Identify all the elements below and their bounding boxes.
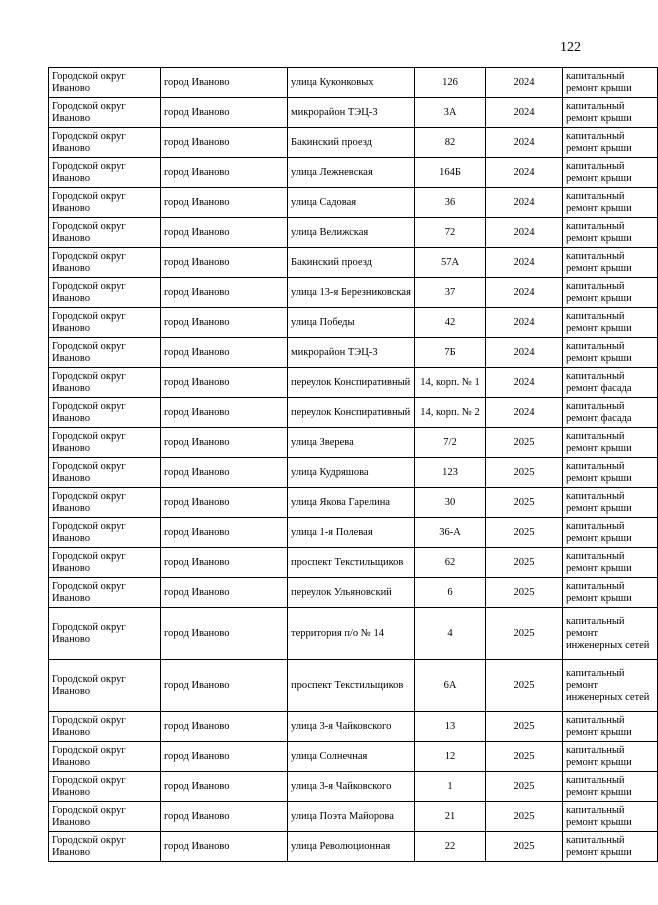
cell-street: улица Зверева bbox=[288, 428, 415, 458]
registry-table-body bbox=[49, 68, 658, 862]
cell-street: улица Куконковых bbox=[288, 68, 415, 98]
cell-street: микрорайон ТЭЦ-3 bbox=[288, 338, 415, 368]
cell-house: 123 bbox=[415, 458, 486, 488]
cell-house: 6А bbox=[415, 660, 486, 712]
cell-city: город Иваново bbox=[161, 98, 288, 128]
cell-street: Бакинский проезд bbox=[288, 128, 415, 158]
cell-okrug: Городской округ Иваново bbox=[49, 802, 161, 832]
cell-house: 4 bbox=[415, 608, 486, 660]
cell-work: капитальный ремонт крыши bbox=[563, 68, 658, 98]
table-row bbox=[49, 68, 658, 98]
cell-year: 2024 bbox=[486, 68, 563, 98]
cell-city: город Иваново bbox=[161, 128, 288, 158]
cell-street: улица Велижская bbox=[288, 218, 415, 248]
cell-year: 2024 bbox=[486, 188, 563, 218]
table-row bbox=[49, 458, 658, 488]
cell-city: город Иваново bbox=[161, 368, 288, 398]
cell-city: город Иваново bbox=[161, 428, 288, 458]
cell-work: капитальный ремонт инженерных сетей bbox=[563, 608, 658, 660]
cell-house: 14, корп. № 2 bbox=[415, 398, 486, 428]
cell-work: капитальный ремонт крыши bbox=[563, 428, 658, 458]
cell-city: город Иваново bbox=[161, 488, 288, 518]
cell-okrug: Городской округ Иваново bbox=[49, 772, 161, 802]
cell-okrug: Городской округ Иваново bbox=[49, 398, 161, 428]
table-row bbox=[49, 278, 658, 308]
table-row bbox=[49, 772, 658, 802]
cell-year: 2025 bbox=[486, 428, 563, 458]
page-number: 122 bbox=[560, 40, 581, 55]
cell-okrug: Городской округ Иваново bbox=[49, 518, 161, 548]
cell-year: 2024 bbox=[486, 398, 563, 428]
cell-year: 2024 bbox=[486, 368, 563, 398]
cell-city: город Иваново bbox=[161, 278, 288, 308]
table-row bbox=[49, 218, 658, 248]
cell-okrug: Городской округ Иваново bbox=[49, 608, 161, 660]
table-row bbox=[49, 548, 658, 578]
cell-year: 2025 bbox=[486, 772, 563, 802]
cell-year: 2024 bbox=[486, 98, 563, 128]
table-row bbox=[49, 128, 658, 158]
cell-house: 7Б bbox=[415, 338, 486, 368]
cell-street: улица Садовая bbox=[288, 188, 415, 218]
cell-okrug: Городской округ Иваново bbox=[49, 68, 161, 98]
cell-house: 13 bbox=[415, 712, 486, 742]
cell-year: 2025 bbox=[486, 712, 563, 742]
cell-work: капитальный ремонт крыши bbox=[563, 278, 658, 308]
cell-year: 2025 bbox=[486, 742, 563, 772]
cell-house: 7/2 bbox=[415, 428, 486, 458]
cell-city: город Иваново bbox=[161, 660, 288, 712]
cell-city: город Иваново bbox=[161, 218, 288, 248]
cell-street: улица Солнечная bbox=[288, 742, 415, 772]
cell-work: капитальный ремонт крыши bbox=[563, 248, 658, 278]
table-row bbox=[49, 308, 658, 338]
cell-street: переулок Конспиративный bbox=[288, 368, 415, 398]
cell-house: 12 bbox=[415, 742, 486, 772]
cell-house: 6 bbox=[415, 578, 486, 608]
cell-work: капитальный ремонт фасада bbox=[563, 398, 658, 428]
cell-street: улица Лежневская bbox=[288, 158, 415, 188]
cell-okrug: Городской округ Иваново bbox=[49, 742, 161, 772]
table-row bbox=[49, 488, 658, 518]
cell-city: город Иваново bbox=[161, 608, 288, 660]
cell-work: капитальный ремонт крыши bbox=[563, 488, 658, 518]
cell-street: улица Якова Гарелина bbox=[288, 488, 415, 518]
cell-street: проспект Текстильщиков bbox=[288, 660, 415, 712]
cell-house: 22 bbox=[415, 832, 486, 862]
cell-year: 2024 bbox=[486, 308, 563, 338]
cell-house: 1 bbox=[415, 772, 486, 802]
cell-work: капитальный ремонт крыши bbox=[563, 548, 658, 578]
cell-house: 36 bbox=[415, 188, 486, 218]
cell-street: улица 3-я Чайковского bbox=[288, 772, 415, 802]
cell-year: 2025 bbox=[486, 832, 563, 862]
table-row bbox=[49, 338, 658, 368]
cell-street: Бакинский проезд bbox=[288, 248, 415, 278]
cell-year: 2025 bbox=[486, 488, 563, 518]
cell-work: капитальный ремонт фасада bbox=[563, 368, 658, 398]
cell-house: 126 bbox=[415, 68, 486, 98]
cell-okrug: Городской округ Иваново bbox=[49, 368, 161, 398]
cell-house: 14, корп. № 1 bbox=[415, 368, 486, 398]
cell-year: 2024 bbox=[486, 278, 563, 308]
cell-work: капитальный ремонт крыши bbox=[563, 98, 658, 128]
cell-year: 2025 bbox=[486, 578, 563, 608]
cell-street: переулок Ульяновский bbox=[288, 578, 415, 608]
cell-okrug: Городской округ Иваново bbox=[49, 98, 161, 128]
cell-work: капитальный ремонт крыши bbox=[563, 802, 658, 832]
cell-work: капитальный ремонт крыши bbox=[563, 308, 658, 338]
cell-okrug: Городской округ Иваново bbox=[49, 188, 161, 218]
cell-house: 21 bbox=[415, 802, 486, 832]
cell-city: город Иваново bbox=[161, 832, 288, 862]
cell-street: улица 13-я Березниковская bbox=[288, 278, 415, 308]
cell-okrug: Городской округ Иваново bbox=[49, 458, 161, 488]
cell-work: капитальный ремонт крыши bbox=[563, 158, 658, 188]
cell-street: улица Кудряшова bbox=[288, 458, 415, 488]
cell-okrug: Городской округ Иваново bbox=[49, 548, 161, 578]
cell-work: капитальный ремонт крыши bbox=[563, 742, 658, 772]
cell-street: улица Поэта Майорова bbox=[288, 802, 415, 832]
cell-city: город Иваново bbox=[161, 308, 288, 338]
cell-okrug: Городской округ Иваново bbox=[49, 128, 161, 158]
cell-house: 72 bbox=[415, 218, 486, 248]
cell-city: город Иваново bbox=[161, 248, 288, 278]
cell-work: капитальный ремонт крыши bbox=[563, 338, 658, 368]
cell-house: 164Б bbox=[415, 158, 486, 188]
table-row bbox=[49, 158, 658, 188]
table-row bbox=[49, 368, 658, 398]
cell-city: город Иваново bbox=[161, 68, 288, 98]
cell-work: капитальный ремонт крыши bbox=[563, 712, 658, 742]
cell-house: 62 bbox=[415, 548, 486, 578]
table-row bbox=[49, 248, 658, 278]
cell-year: 2025 bbox=[486, 518, 563, 548]
cell-year: 2025 bbox=[486, 802, 563, 832]
cell-street: микрорайон ТЭЦ-3 bbox=[288, 98, 415, 128]
cell-work: капитальный ремонт крыши bbox=[563, 458, 658, 488]
cell-okrug: Городской округ Иваново bbox=[49, 660, 161, 712]
table-row bbox=[49, 832, 658, 862]
cell-work: капитальный ремонт крыши bbox=[563, 188, 658, 218]
cell-house: 30 bbox=[415, 488, 486, 518]
table-row bbox=[49, 578, 658, 608]
cell-okrug: Городской округ Иваново bbox=[49, 308, 161, 338]
table-row bbox=[49, 428, 658, 458]
cell-city: город Иваново bbox=[161, 772, 288, 802]
cell-city: город Иваново bbox=[161, 548, 288, 578]
table-row bbox=[49, 742, 658, 772]
cell-city: город Иваново bbox=[161, 188, 288, 218]
cell-city: город Иваново bbox=[161, 742, 288, 772]
cell-house: 3А bbox=[415, 98, 486, 128]
table-row bbox=[49, 660, 658, 712]
cell-year: 2025 bbox=[486, 660, 563, 712]
cell-okrug: Городской округ Иваново bbox=[49, 158, 161, 188]
table-row bbox=[49, 188, 658, 218]
cell-okrug: Городской округ Иваново bbox=[49, 278, 161, 308]
cell-work: капитальный ремонт крыши bbox=[563, 578, 658, 608]
cell-okrug: Городской округ Иваново bbox=[49, 578, 161, 608]
cell-work: капитальный ремонт крыши bbox=[563, 832, 658, 862]
cell-work: капитальный ремонт инженерных сетей bbox=[563, 660, 658, 712]
cell-okrug: Городской округ Иваново bbox=[49, 832, 161, 862]
cell-house: 42 bbox=[415, 308, 486, 338]
registry-table bbox=[48, 67, 658, 862]
cell-okrug: Городской округ Иваново bbox=[49, 712, 161, 742]
table-row bbox=[49, 398, 658, 428]
table-row bbox=[49, 712, 658, 742]
cell-city: город Иваново bbox=[161, 712, 288, 742]
table-row bbox=[49, 98, 658, 128]
cell-city: город Иваново bbox=[161, 338, 288, 368]
cell-okrug: Городской округ Иваново bbox=[49, 428, 161, 458]
cell-city: город Иваново bbox=[161, 158, 288, 188]
cell-year: 2024 bbox=[486, 158, 563, 188]
cell-street: улица 3-я Чайковского bbox=[288, 712, 415, 742]
cell-work: капитальный ремонт крыши bbox=[563, 128, 658, 158]
cell-year: 2024 bbox=[486, 128, 563, 158]
cell-house: 36-А bbox=[415, 518, 486, 548]
cell-street: проспект Текстильщиков bbox=[288, 548, 415, 578]
cell-work: капитальный ремонт крыши bbox=[563, 218, 658, 248]
cell-okrug: Городской округ Иваново bbox=[49, 488, 161, 518]
cell-house: 82 bbox=[415, 128, 486, 158]
table-row bbox=[49, 802, 658, 832]
cell-city: город Иваново bbox=[161, 802, 288, 832]
cell-okrug: Городской округ Иваново bbox=[49, 338, 161, 368]
cell-year: 2024 bbox=[486, 218, 563, 248]
cell-house: 37 bbox=[415, 278, 486, 308]
cell-street: переулок Конспиративный bbox=[288, 398, 415, 428]
cell-city: город Иваново bbox=[161, 458, 288, 488]
cell-city: город Иваново bbox=[161, 518, 288, 548]
cell-street: территория п/о № 14 bbox=[288, 608, 415, 660]
cell-house: 57А bbox=[415, 248, 486, 278]
cell-okrug: Городской округ Иваново bbox=[49, 248, 161, 278]
cell-year: 2024 bbox=[486, 338, 563, 368]
cell-street: улица Победы bbox=[288, 308, 415, 338]
cell-street: улица 1-я Полевая bbox=[288, 518, 415, 548]
cell-street: улица Революционная bbox=[288, 832, 415, 862]
cell-work: капитальный ремонт крыши bbox=[563, 518, 658, 548]
table-row bbox=[49, 608, 658, 660]
cell-city: город Иваново bbox=[161, 578, 288, 608]
cell-okrug: Городской округ Иваново bbox=[49, 218, 161, 248]
cell-year: 2024 bbox=[486, 248, 563, 278]
cell-year: 2025 bbox=[486, 458, 563, 488]
cell-year: 2025 bbox=[486, 548, 563, 578]
cell-work: капитальный ремонт крыши bbox=[563, 772, 658, 802]
cell-city: город Иваново bbox=[161, 398, 288, 428]
cell-year: 2025 bbox=[486, 608, 563, 660]
table-row bbox=[49, 518, 658, 548]
